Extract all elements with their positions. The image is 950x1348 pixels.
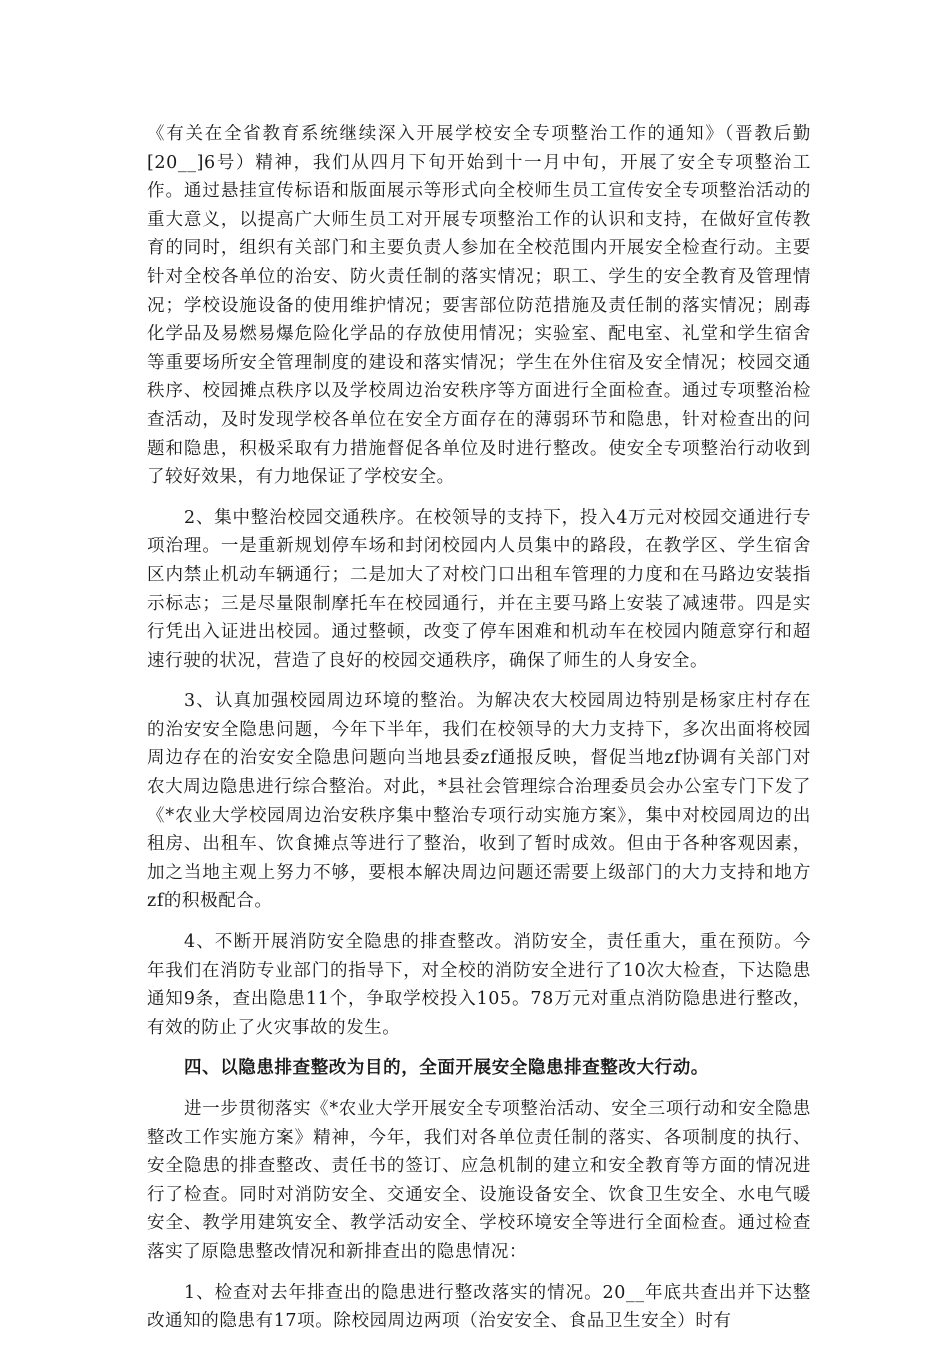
paragraph-last-year-check: 1、检查对去年排查出的隐患进行整改落实的情况。20__年底共查出并下达整改通知的隐患有17项。除校园周边两项（治安安全、食品卫生安全）时有 [147, 1282, 811, 1332]
paragraph-campus-surroundings: 3、认真加强校园周边环境的整治。为解决农大校园周边特别是杨家庄村存在的治安安全隐患问题，今年下半年，我们在校领导的大力支持下，多次出面将校园周边存在的治安安全隐患问题向当地县委zf通报反映，督促当地zf协调有关部门对农大周边隐患进行综合整治。对此，*县社会管理综合治理委员会办公室专门下发了《*农业大学校园周边治安秩序集中整治专项行动实施方案》，集中对校园周边的出租房、出租车、饮食摊点等进行了整治，收到了暂时成效。但由于各种客观因素，加之当地主观上努力不够，要根本解决周边问题还需要上级部门的大力支持和地方zf的积极配合。 [147, 691, 811, 912]
paragraph-implementation: 进一步贯彻落实《*农业大学开展安全专项整治活动、安全三项行动和安全隐患整改工作实施方案》精神，今年，我们对各单位责任制的落实、各项制度的执行、安全隐患的排查整改、责任书的签订、应急机制的建立和安全教育等方面的情况进行了检查。同时对消防安全、交通安全、设施设备安全、饮食卫生安全、水电气暖安全、教学用建筑安全、教学活动安全、学校环境安全等进行全面检查。通过检查落实了原隐患整改情况和新排查出的隐患情况： [147, 1099, 811, 1262]
document-body [147, 120, 811, 1348]
paragraph-notice-intro: 《有关在全省教育系统继续深入开展学校安全专项整治工作的通知》（晋教后勤[20__]6号）精神，我们从四月下旬开始到十一月中旬，开展了安全专项整治工作。通过悬挂宣传标语和版面展示等形式向全校师生员工宣传安全专项整治活动的重大意义，以提高广大师生员工对开展专项整治工作的认识和支持，在做好宣传教育的同时，组织有关部门和主要负责人参加在全校范围内开展安全检查行动。主要针对全校各单位的治安、防火责任制的落实情况；职工、学生的安全教育及管理情况；学校设施设备的使用维护情况；要害部位防范措施及责任制的落实情况；剧毒化学品及易燃易爆危险化学品的存放使用情况；实验室、配电室、礼堂和学生宿舍等重要场所安全管理制度的建设和落实情况；学生在外住宿及安全情况；校园交通秩序、校园摊点秩序以及学校周边治安秩序等方面进行全面检查。通过专项整治检查活动，及时发现学校各单位在安全方面存在的薄弱环节和隐患，针对检查出的问题和隐患，积极采取有力措施督促各单位及时进行整改。使安全专项整治行动收到了较好效果，有力地保证了学校安全。 [147, 124, 811, 488]
section-heading-hazard-inspection: 四、以隐患排查整改为目的，全面开展安全隐患排查整改大行动。 [184, 1058, 709, 1079]
paragraph-traffic-order: 2、集中整治校园交通秩序。在校领导的支持下，投入4万元对校园交通进行专项治理。一是重新规划停车场和封闭校园内人员集中的路段，在教学区、学生宿舍区内禁止机动车辆通行；二是加大了对校门口出租车管理的力度和在马路边安装指示标志；三是尽量限制摩托车在校园通行，并在主要马路上安装了减速带。四是实行凭出入证进出校园。通过整顿，改变了停车困难和机动车在校园内随意穿行和超速行驶的状况，营造了良好的校园交通秩序，确保了师生的人身安全。 [147, 507, 811, 671]
paragraph-fire-safety: 4、不断开展消防安全隐患的排查整改。消防安全，责任重大，重在预防。今年我们在消防专业部门的指导下，对全校的消防安全进行了10次大检查，下达隐患通知9条，查出隐患11个，争取学校投入105。78万元对重点消防隐患进行整改，有效的防止了火灾事故的发生。 [147, 932, 811, 1038]
